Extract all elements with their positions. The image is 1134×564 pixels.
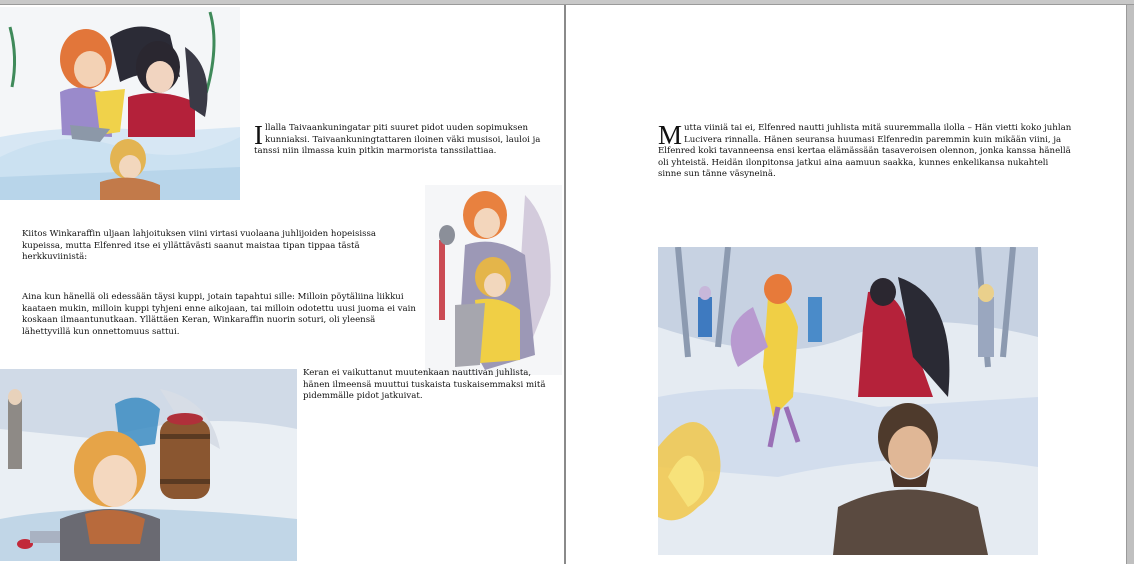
drop-cap: I bbox=[254, 120, 263, 150]
right-page bbox=[566, 5, 1126, 564]
paragraph-text: llalla Taivaankuningatar piti suuret pidot uuden sopimuksen kunniaksi. Taivaankuningtattaren iloinen väki musisoi, lauloi ja tanssi niin ilmassa kuin pitkin marmorista tanssilattiaa. bbox=[254, 123, 541, 157]
paragraph-text: Keran ei vaikuttanut muutenkaan nauttivan juhlista, hänen ilmeensä muuttui tuskaista tuskaisemmaksi mitä pidemmälle pidot jatkuivat. bbox=[303, 368, 546, 402]
left-page bbox=[0, 5, 564, 564]
story-paragraph bbox=[254, 120, 546, 158]
illustration-keran-with-barrel bbox=[0, 369, 297, 561]
story-paragraph bbox=[22, 292, 422, 338]
illustration-dance-scene bbox=[658, 247, 1038, 555]
viewer-right-edge bbox=[1126, 5, 1134, 564]
illustration-elves-whispering bbox=[0, 7, 240, 200]
story-paragraph bbox=[22, 229, 392, 264]
story-paragraph bbox=[303, 368, 559, 403]
illustration-elf-with-wine bbox=[425, 185, 562, 375]
paragraph-text: Kiitos Winkaraffin uljaan lahjoituksen viini virtasi vuolaana juhlijoiden hopeisissa kupeissa, mutta Elfenred itse ei yllättävästi saanut maistaa tipan tippaa tästä herkkuviinistä: bbox=[22, 229, 377, 263]
story-paragraph bbox=[658, 120, 1072, 181]
paragraph-text: utta viiniä tai ei, Elfenred nautti juhlista mitä suuremmalla ilolla – Hän vietti koko juhlan Lucivera rinnalla. Hänen seuransa huumasi Elfenredin paremmin kuin mikään viini, ja Elfenred koki tavanneensa ensi kertaa elämässään tasaveroisen olennon, jonka kanssa hänellä oli yhteistä. Heidän ilonpitonsa jatkui aina aamuun saakka, kunnes enkelikansa nukahteli sinne sun tänne väsyneinä. bbox=[658, 123, 1072, 180]
drop-cap: M bbox=[658, 120, 683, 150]
paragraph-text: Aina kun hänellä oli edessään täysi kuppi, jotain tapahtui sille: Milloin pöytäliina liikkui kaataen mukin, milloin kuppi tyhjeni enne aikojaan, tai milloin odotettu uusi juoma ei vain koskaan ilmaantunutkaan. Yllättäen Keran, Winkaraffin nuorin soturi, oli yleensä lähettyvillä kun onnettomuus sattui. bbox=[22, 292, 416, 337]
